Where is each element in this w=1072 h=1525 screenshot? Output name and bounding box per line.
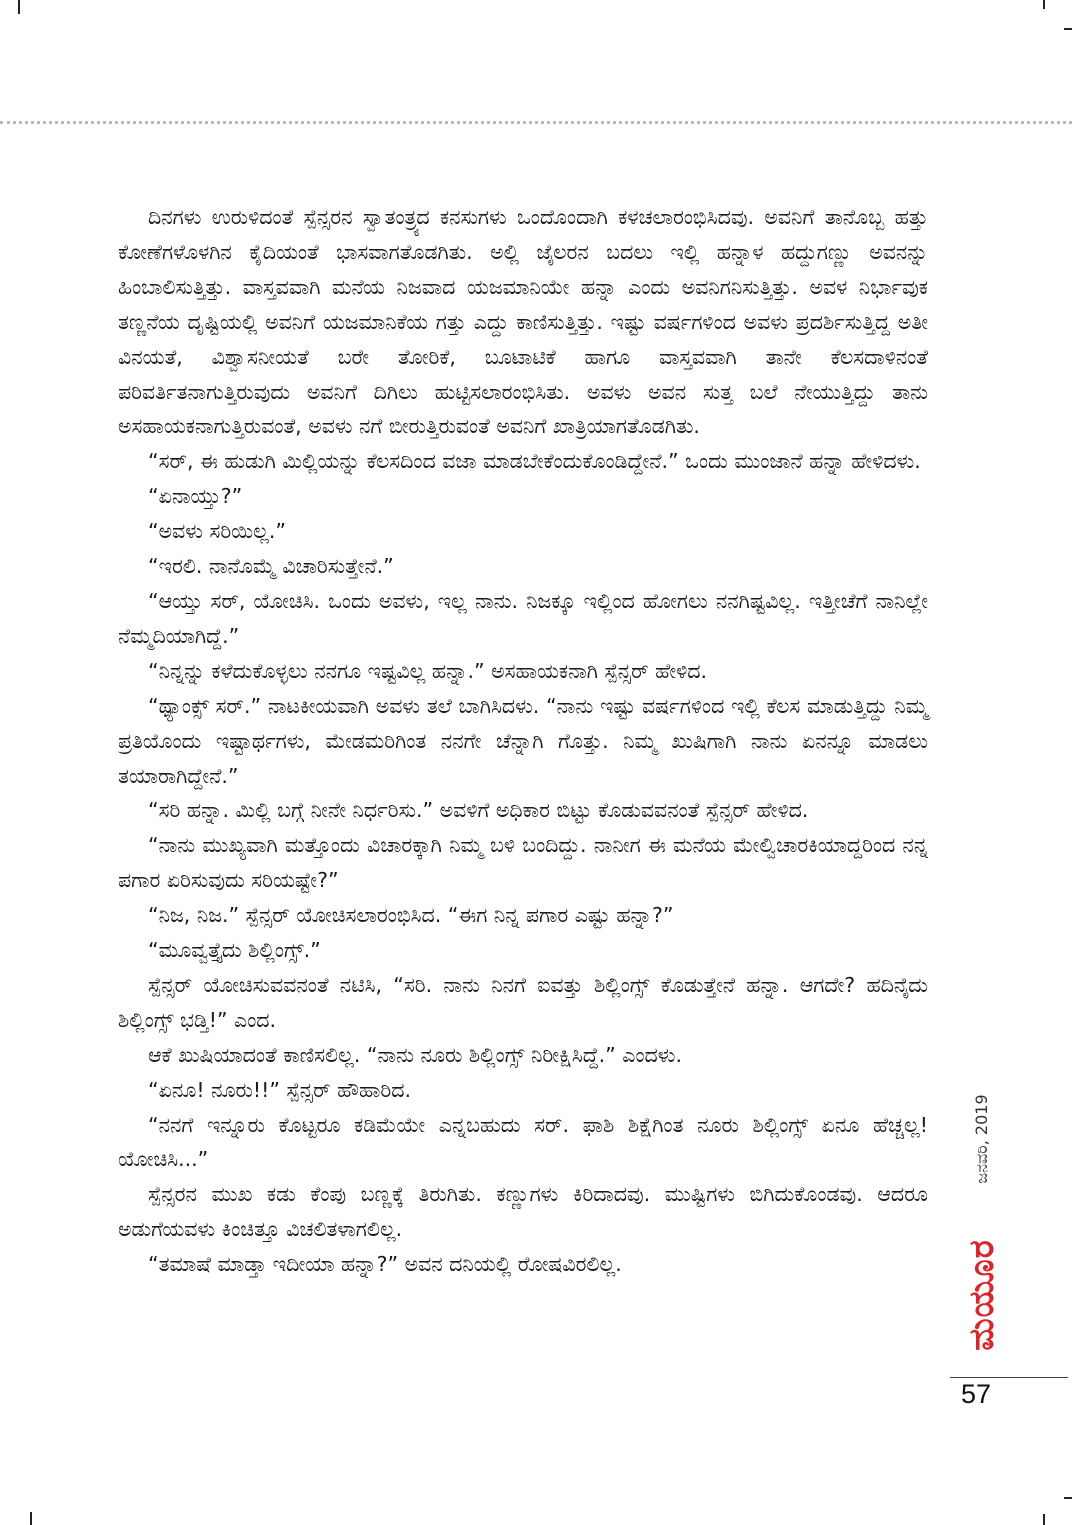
crop-mark-bottom-right-vertical — [1043, 1514, 1045, 1525]
crop-mark-bottom-right-horizontal — [1064, 1497, 1072, 1499]
dotted-separator — [0, 121, 1072, 124]
issue-date — [963, 1078, 1001, 1200]
article-paragraph: ಆಕೆ ಖುಷಿಯಾದಂತೆ ಕಾಣಿಸಲಿಲ್ಲ. “ನಾನು ನೂರು ಶಿಲ್ಲಿಂಗ್ಸ್ ನಿರೀಕ್ಷಿಸಿದ್ದೆ.” ಎಂದಳು. — [148, 1042, 682, 1067]
article-body — [118, 200, 928, 1282]
article-paragraph: “ನಿನ್ನನ್ನು ಕಳೆದುಕೊಳ್ಳಲು ನನಗೂ ಇಷ್ಟವಿಲ್ಲ ಹನ್ನಾ.” ಅಸಹಾಯಕನಾಗಿ ಸ್ಪೆನ್ಸರ್ ಹೇಳಿದ. — [148, 658, 708, 683]
page-number: 57 — [961, 1379, 992, 1409]
crop-mark-top-left — [18, 0, 20, 14]
magazine-logo-text: ಮಯೂರ — [962, 1239, 1002, 1351]
article-paragraph: “ಏನಾಯ್ತು?” — [148, 484, 243, 509]
article-paragraph: “ತಮಾಷೆ ಮಾಡ್ತಾ ಇದೀಯಾ ಹನ್ನಾ?” ಅವನ ದನಿಯಲ್ಲಿ ರೋಷವಿರಲಿಲ್ಲ. — [148, 1252, 622, 1277]
issue-date-text: ಜನವರಿ, 2019 — [972, 1094, 991, 1184]
article-paragraph: “ಥ್ಯಾಂಕ್ಸ್ ಸರ್.” ನಾಟಕೀಯವಾಗಿ ಅವಳು ತಲೆ ಬಾಗಿಸಿದಳು. “ನಾನು ಇಷ್ಟು ವರ್ಷಗಳಿಂದ ಇಲ್ಲಿ ಕೆಲಸ ಮಾಡುತ್ತಿದ್ದು ನಿಮ್ಮ ಪ್ರತಿಯೊಂದು ಇಷ್ಟಾರ್ಥಗಳು, ಮೇಡಮರಿಗಿಂತ ನನಗೇ ಚೆನ್ನಾಗಿ ಗೊತ್ತು. ನಿಮ್ಮ ಖುಷಿಗಾಗಿ ನಾನು ಏನನ್ನೂ ಮಾಡಲು ತಯಾರಾಗಿದ್ದೇನೆ.” — [118, 693, 928, 788]
article-paragraph: “ನಾನು ಮುಖ್ಯವಾಗಿ ಮತ್ತೊಂದು ವಿಚಾರಕ್ಕಾಗಿ ನಿಮ್ಮ ಬಳಿ ಬಂದಿದ್ದು. ನಾನೀಗ ಈ ಮನೆಯ ಮೇಲ್ವಿಚಾರಕಿಯಾದ್ದರಿಂದ ನನ್ನ ಪಗಾರ ಏರಿಸುವುದು ಸರಿಯಷ್ಟೇ?” — [118, 833, 928, 893]
article-paragraph: “ಏನೂ! ನೂರು!!” ಸ್ಪೆನ್ಸರ್ ಹೌಹಾರಿದ. — [148, 1077, 411, 1102]
article-paragraph: “ಆಯ್ತು ಸರ್, ಯೋಚಿಸಿ. ಒಂದು ಅವಳು, ಇಲ್ಲ ನಾನು. ನಿಜಕ್ಕೂ ಇಲ್ಲಿಂದ ಹೋಗಲು ನನಗಿಷ್ಟವಿಲ್ಲ. ಇತ್ತೀಚೆಗೆ ನಾನಿಲ್ಲೇ ನೆಮ್ಮದಿಯಾಗಿದ್ದೆ.” — [118, 588, 928, 648]
article-paragraph: “ಮೂವ್ವತ್ತೈದು ಶಿಲ್ಲಿಂಗ್ಸ್.” — [148, 938, 321, 963]
article-paragraph: “ನಿಜ, ನಿಜ.” ಸ್ಪೆನ್ಸರ್ ಯೋಚಿಸಲಾರಂಭಿಸಿದ. “ಈಗ ನಿನ್ನ ಪಗಾರ ಎಷ್ಟು ಹನ್ನಾ?” — [148, 903, 674, 928]
article-paragraph: ದಿನಗಳು ಉರುಳಿದಂತೆ ಸ್ಪೆನ್ಸರನ ಸ್ವಾತಂತ್ರ್ಯದ ಕನಸುಗಳು ಒಂದೊಂದಾಗಿ ಕಳಚಲಾರಂಭಿಸಿದವು. ಅವನಿಗೆ ತಾನೊಬ್ಬ ಹತ್ತು ಕೋಣೆಗಳೊಳಗಿನ ಕೈದಿಯಂತೆ ಭಾಸವಾಗತೊಡಗಿತು. ಅಲ್ಲಿ ಜೈಲರನ ಬದಲು ಇಲ್ಲಿ ಹನ್ನಾಳ ಹದ್ದುಗಣ್ಣು ಅವನನ್ನು ಹಿಂಬಾಲಿಸುತ್ತಿತ್ತು. ವಾಸ್ತವವಾಗಿ ಮನೆಯ ನಿಜವಾದ ಯಜಮಾನಿಯೇ ಹನ್ನಾ ಎಂದು ಅವನಿಗನಿಸುತ್ತಿತ್ತು. ಅವಳ ನಿರ್ಭಾವುಕ ತಣ್ಣನೆಯ ದೃಷ್ಟಿಯಲ್ಲಿ ಅವನಿಗೆ ಯಜಮಾನಿಕೆಯ ಗತ್ತು ಎದ್ದು ಕಾಣಿಸುತ್ತಿತ್ತು. ಇಷ್ಟು ವರ್ಷಗಳಿಂದ ಅವಳು ಪ್ರದರ್ಶಿಸುತ್ತಿದ್ದ ಅತೀ ವಿನಯತೆ, ವಿಶ್ವಾಸನೀಯತೆ ಬರೇ ತೋರಿಕೆ, ಬೂಟಾಟಿಕೆ ಹಾಗೂ ವಾಸ್ತವವಾಗಿ ತಾನೇ ಕೆಲಸದಾಳಿನಂತೆ ಪರಿವರ್ತಿತನಾಗುತ್ತಿರುವುದು ಅವನಿಗೆ ದಿಗಿಲು ಹುಟ್ಟಿಸಲಾರಂಭಿಸಿತು. ಅವಳು ಅವನ ಸುತ್ತ ಬಲೆ ನೇಯುತ್ತಿದ್ದು ತಾನು ಅಸಹಾಯಕನಾಗುತ್ತಿರುವಂತೆ, ಅವಳು ನಗೆ ಬೀರುತ್ತಿರುವಂತೆ ಅವನಿಗೆ ಖಾತ್ರಿಯಾಗತೊಡಗಿತು. — [118, 205, 928, 439]
crop-mark-top-right-horizontal — [1064, 28, 1072, 30]
crop-mark-bottom-left — [30, 1512, 32, 1525]
article-paragraph: “ಸರ್, ಈ ಹುಡುಗಿ ಮಿಲ್ಲಿಯನ್ನು ಕೆಲಸದಿಂದ ವಜಾ ಮಾಡಬೇಕೆಂದುಕೊಂಡಿದ್ದೇನೆ.” ಒಂದು ಮುಂಜಾನೆ ಹನ್ನಾ ಹೇಳಿದಳು. — [148, 449, 921, 474]
article-paragraph: “ಸರಿ ಹನ್ನಾ. ಮಿಲ್ಲಿ ಬಗ್ಗೆ ನೀನೇ ನಿರ್ಧರಿಸು.” ಅವಳಿಗೆ ಅಧಿಕಾರ ಬಿಟ್ಟು ಕೊಡುವವನಂತೆ ಸ್ಪೆನ್ಸರ್ ಹೇಳಿದ. — [148, 798, 809, 823]
magazine-logo — [960, 1226, 1004, 1364]
article-paragraph: “ಇರಲಿ. ನಾನೊಮ್ಮೆ ವಿಚಾರಿಸುತ್ತೇನೆ.” — [148, 554, 394, 579]
crop-mark-top-right-vertical — [1043, 0, 1045, 9]
page-number-rule — [950, 1377, 1068, 1378]
article-paragraph: “ಅವಳು ಸರಿಯಿಲ್ಲ.” — [148, 519, 287, 544]
article-paragraph: “ನನಗೆ ಇನ್ನೂರು ಕೊಟ್ಟರೂ ಕಡಿಮೆಯೇ ಎನ್ನಬಹುದು ಸರ್. ಫಾಶಿ ಶಿಕ್ಷೆಗಿಂತ ನೂರು ಶಿಲ್ಲಿಂಗ್ಸ್ ಏನೂ ಹೆಚ್ಚಲ್ಲ! ಯೋಚಿಸಿ...” — [118, 1112, 928, 1172]
article-paragraph: ಸ್ಪೆನ್ಸರನ ಮುಖ ಕಡು ಕೆಂಪು ಬಣ್ಣಕ್ಕೆ ತಿರುಗಿತು. ಕಣ್ಣುಗಳು ಕಿರಿದಾದವು. ಮುಷ್ಟಿಗಳು ಬಿಗಿದುಕೊಂಡವು. ಆದರೂ ಅಡುಗೆಯವಳು ಕಿಂಚಿತ್ತೂ ವಿಚಲಿತಳಾಗಲಿಲ್ಲ. — [118, 1182, 928, 1242]
article-paragraph: ಸ್ಪೆನ್ಸರ್ ಯೋಚಿಸುವವನಂತೆ ನಟಿಸಿ, “ಸರಿ. ನಾನು ನಿನಗೆ ಐವತ್ತು ಶಿಲ್ಲಿಂಗ್ಸ್ ಕೊಡುತ್ತೇನೆ ಹನ್ನಾ. ಆಗದೇ? ಹದಿನೈದು ಶಿಲ್ಲಿಂಗ್ಸ್ ಭಡ್ತಿ!” ಎಂದ. — [118, 972, 928, 1032]
